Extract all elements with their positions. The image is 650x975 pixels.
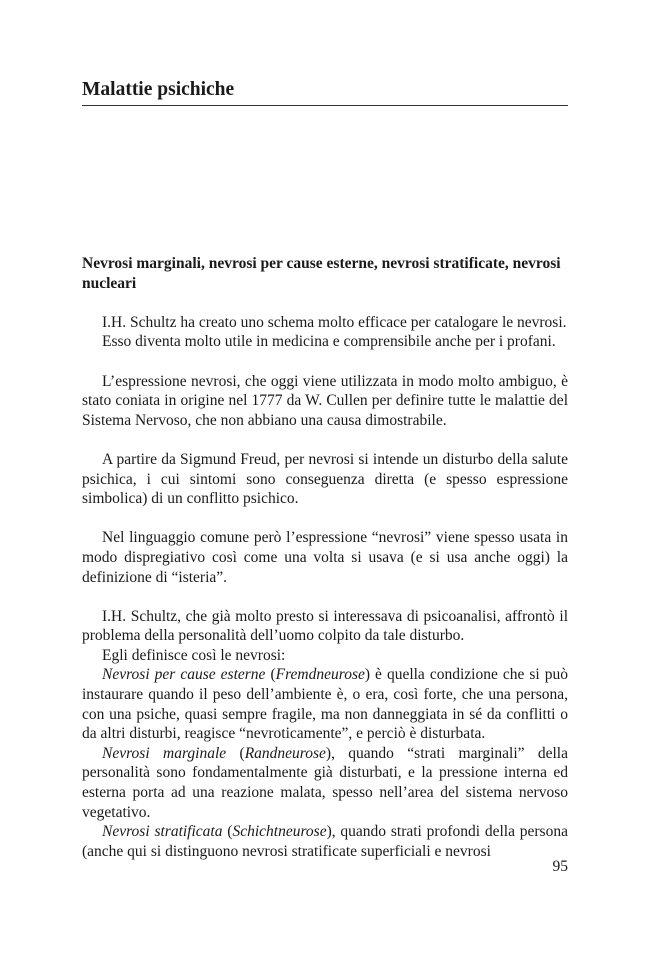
paragraph-2: Esso diventa molto utile in medicina e comprensibile anche per i profani. — [102, 333, 556, 351]
paragraph-schichtneurose — [82, 822, 568, 861]
page-body — [82, 254, 568, 861]
paren-open: ( — [222, 823, 233, 841]
paragraph-6: I.H. Schultz, che già molto presto si interessava di psicoanalisi, affrontò il problema della personalità dell’uomo colpito da tale disturbo. — [82, 607, 568, 645]
section-title: Nevrosi marginali, nevrosi per cause esterne, nevrosi stratificate, nevrosi nucleari — [82, 255, 561, 292]
paren-open: ( — [226, 744, 245, 762]
paragraph-4: A partire da Sigmund Freud, per nevrosi si intende un disturbo della salute psichica, i cui sintomi sono conseguenza diretta (e spesso espressione simbolica) di un conflitto psichico. — [82, 450, 568, 508]
paren-open: ( — [265, 666, 276, 684]
paragraph-gap — [82, 352, 568, 372]
german-schichtneurose: Schichtneurose — [232, 823, 327, 841]
paragraph-gap — [82, 430, 568, 450]
definition-schichtneurose: ), quando strati profondi della persona (anche qui si distinguono nevrosi stratificate superficiali e nevrosi — [82, 823, 568, 860]
german-randneurose: Randneurose — [244, 744, 326, 762]
running-header — [82, 78, 568, 106]
paragraph-gap — [82, 587, 568, 607]
term-fremdneurose: Nevrosi per cause esterne — [102, 666, 266, 684]
paragraph-1: I.H. Schultz ha creato uno schema molto efficace per catalogare le nevrosi. — [102, 313, 567, 331]
paragraph-fremdneurose — [82, 665, 568, 743]
page-number: 95 — [552, 858, 568, 875]
paragraph-randneurose — [82, 744, 568, 822]
running-header-title: Malattie psichiche — [82, 79, 235, 100]
term-schichtneurose: Nevrosi stratificata — [102, 823, 223, 841]
paragraph-7: Egli definisce così le nevrosi: — [102, 646, 286, 664]
german-fremdneurose: Fremdneurose — [275, 666, 365, 684]
term-randneurose: Nevrosi marginale — [102, 744, 227, 762]
paragraph-5: Nel linguaggio comune però l’espressione “nevrosi” viene spesso usata in modo dispregiativo così come una volta si usava (e si usa anche oggi) la definizione di “isteria”. — [82, 529, 568, 586]
paragraph-gap — [82, 509, 568, 529]
definition-randneurose: ), quando “strati marginali” della personalità sono fondamentalmente già disturbati, e la pressione interna ed esterna porta ad una reazione malata, spesso nell’area del sistema nervoso vegetativo. — [82, 744, 568, 821]
paragraph-3: L’espressione nevrosi, che oggi viene utilizzata in modo molto ambiguo, è stato coniata in origine nel 1777 da W. Cullen per definire tutte le malattie del Sistema Nervoso, che non abbiano una causa dimostrabile. — [82, 372, 568, 429]
definition-fremdneurose: ) è quella condizione che si può instaurare quando il peso dell’ambiente è, o era, così forte, che una persona, con una psiche, quasi sempre fragile, ma non danneggiata in sé da conflitti o da altri disturbi, reagisce “nevroticamente”, e perciò è disturbata. — [82, 666, 568, 743]
